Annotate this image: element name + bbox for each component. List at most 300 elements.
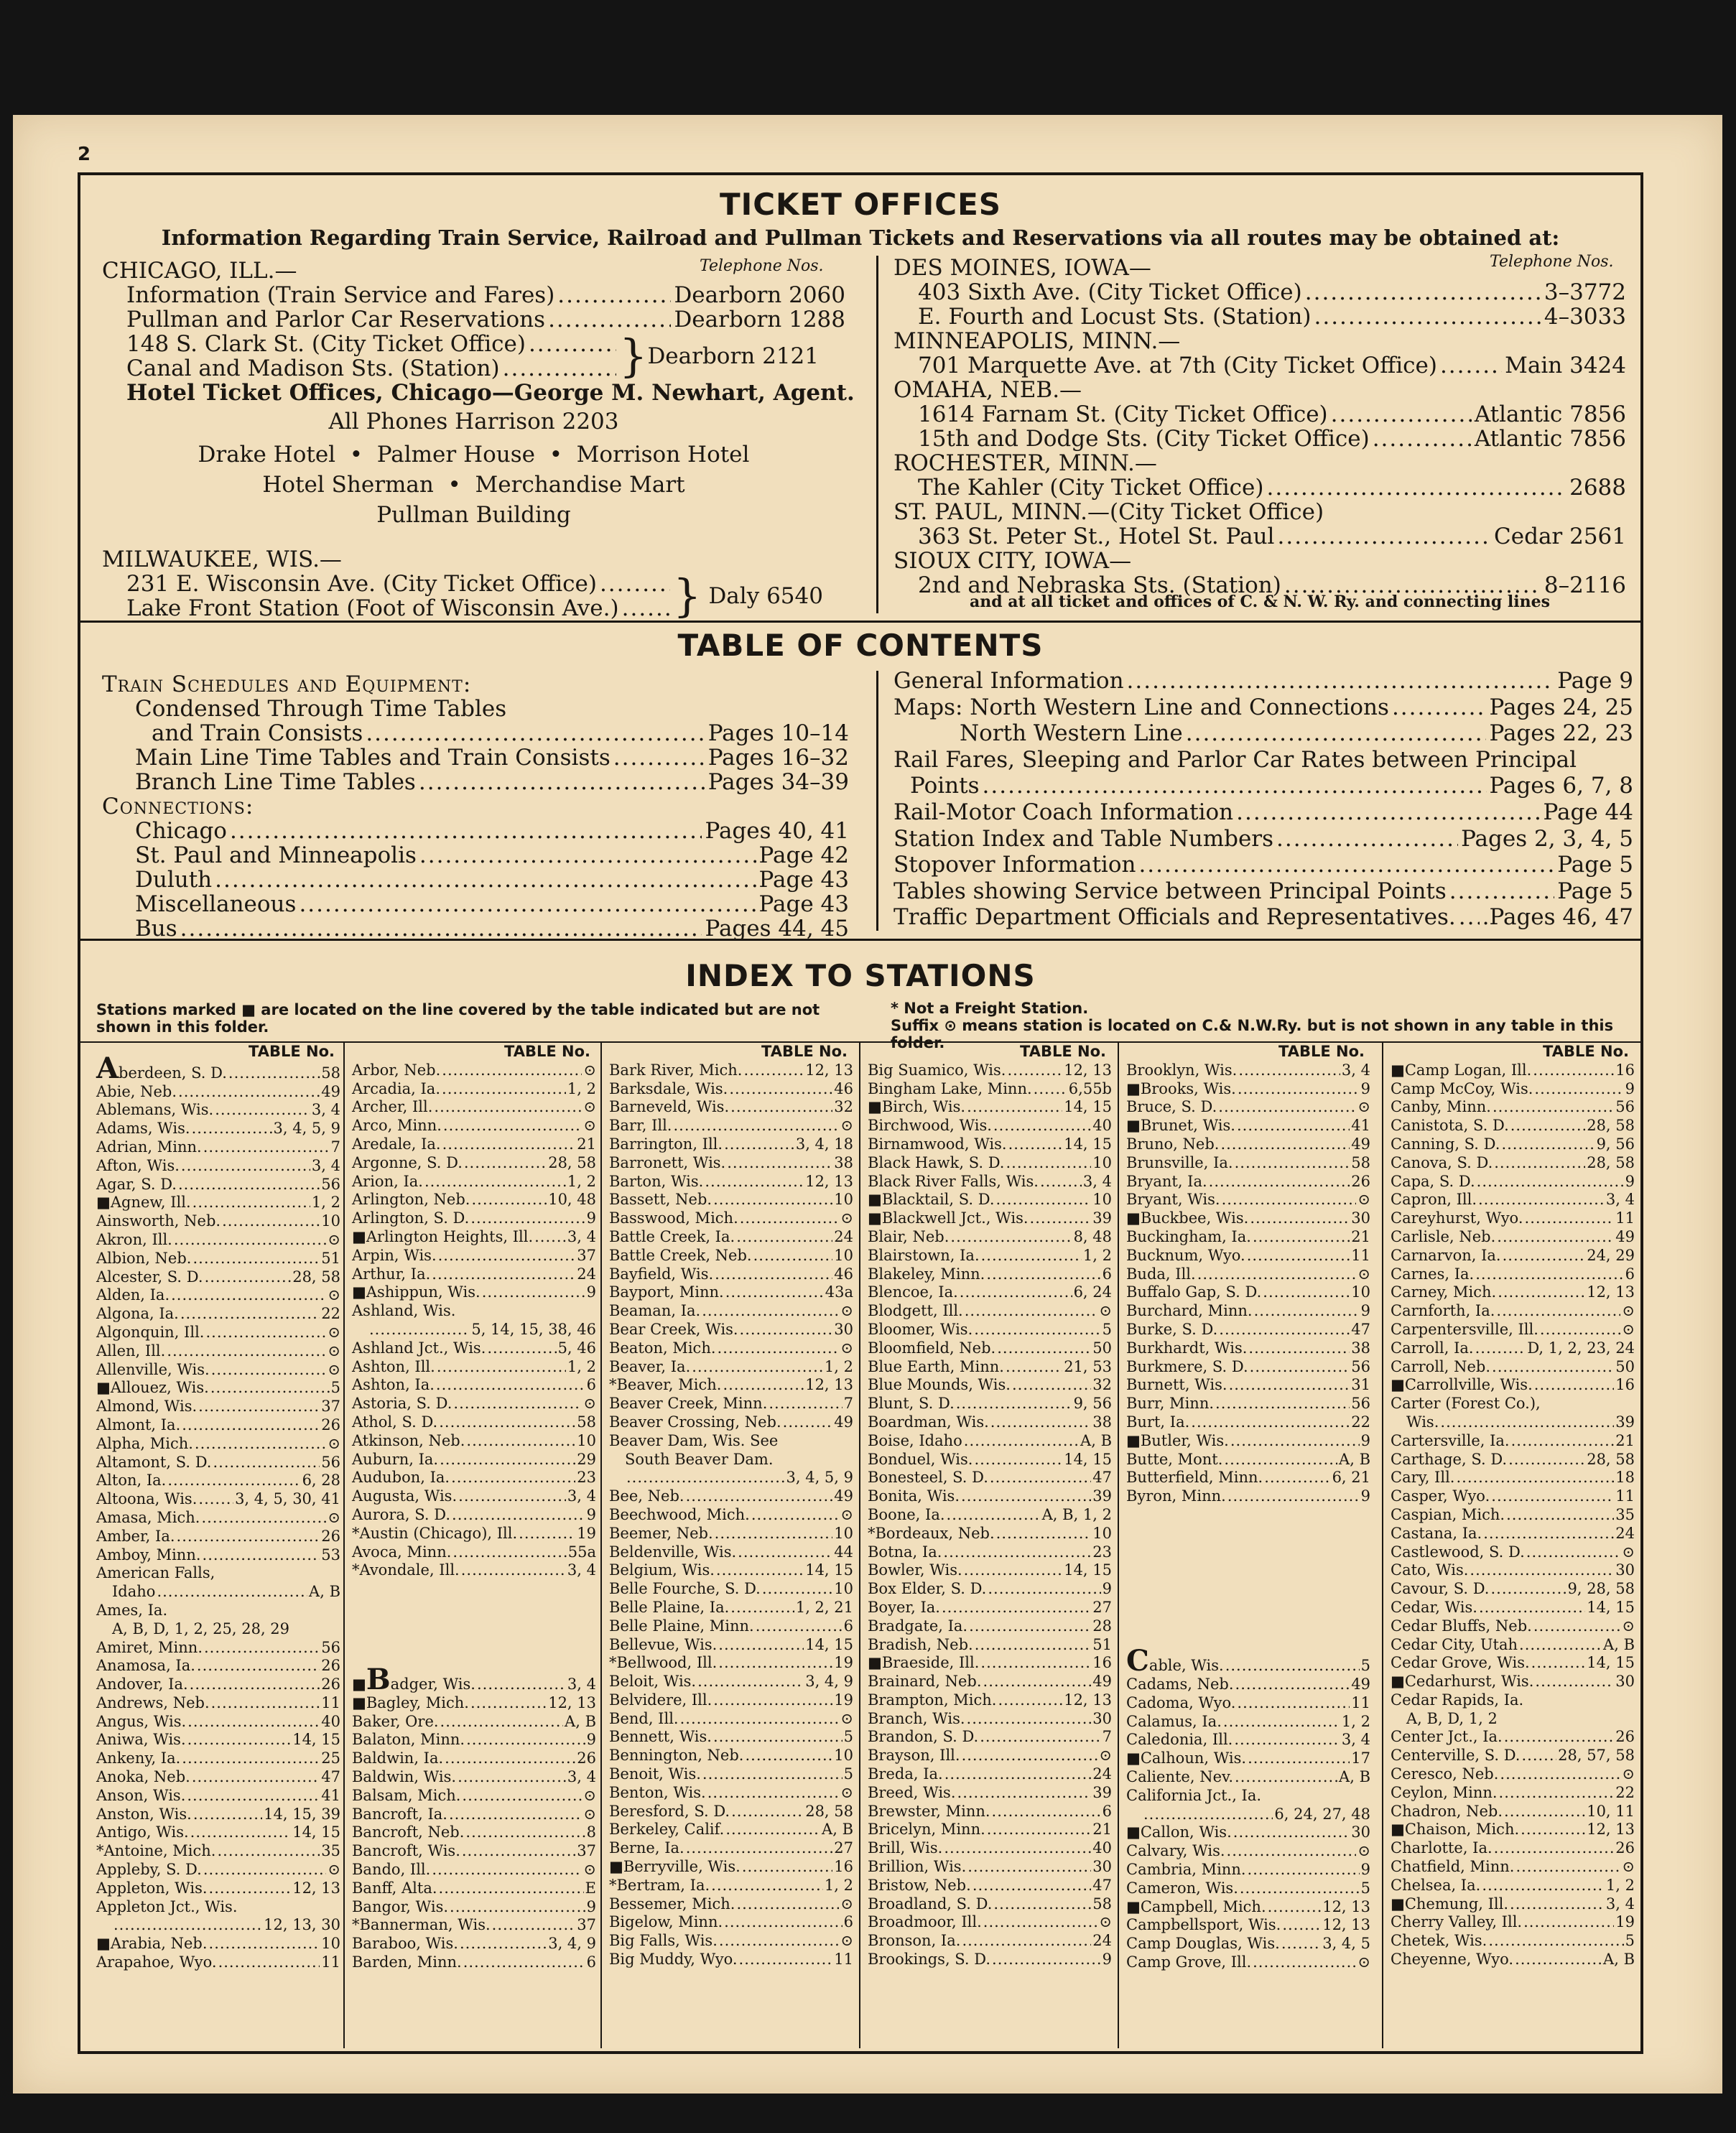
entry-name: 1614 Farnam St. (City Ticket Office) (918, 401, 1328, 427)
table-number: 5, 14, 15, 38, 46 (471, 1320, 596, 1338)
station-name: Cavour, S. D. (1391, 1580, 1490, 1598)
leader-dots (174, 1231, 327, 1250)
station-entry (609, 1821, 853, 1839)
entry-value: Page 44 (1543, 799, 1633, 825)
station-name: Boise, Idaho (868, 1431, 962, 1449)
station-name: ■Chaison, Mich. (1391, 1821, 1520, 1839)
leader-dots (465, 1823, 585, 1842)
leader-dots (1314, 305, 1541, 329)
station-name: Boone, Ia. (868, 1505, 945, 1523)
station-entry (1126, 1953, 1370, 1972)
station-name: Broadland, S. D. (868, 1895, 993, 1913)
station-name: *Bordeaux, Neb. (868, 1524, 995, 1542)
station-name: Blencoe, Ia. (868, 1283, 958, 1301)
leader-dots (487, 1339, 556, 1358)
table-number: 58 (1351, 1153, 1370, 1171)
office-city: SIOUX CITY, IOWA— (893, 548, 1132, 574)
leader-dots (1531, 1654, 1586, 1673)
table-number: 39 (1092, 1487, 1112, 1505)
leader-dots (1007, 1061, 1062, 1080)
leader-dots (218, 1953, 320, 1972)
station-entry (1126, 1749, 1370, 1768)
leader-dots (1494, 1154, 1585, 1173)
leader-dots (993, 1895, 1091, 1914)
station-name: Ashton, Ia. (352, 1376, 435, 1394)
station-name: Beaver Crossing, Neb. (609, 1413, 781, 1431)
table-no-header: TABLE No. (761, 1043, 848, 1060)
leader-dots (1525, 1209, 1615, 1228)
table-number: ⊙ (1622, 1302, 1635, 1320)
leader-dots (718, 1654, 832, 1673)
leader-dots (1521, 1747, 1556, 1765)
leader-dots (980, 1654, 1091, 1673)
spacer (352, 1617, 596, 1636)
station-entry (1126, 1395, 1370, 1413)
leader-dots (1503, 1247, 1586, 1265)
station-entry (96, 1676, 340, 1694)
station-entry (352, 1787, 596, 1806)
station-name: Carthage, S. D. (1391, 1450, 1508, 1468)
leader-dots (1191, 1413, 1350, 1432)
leader-dots (1209, 1173, 1350, 1191)
table-number: A, B (309, 1583, 340, 1601)
table-number: 9 (1102, 1951, 1112, 1969)
table-number: 3, 4 (567, 1227, 596, 1245)
leader-dots (980, 1728, 1100, 1747)
table-number: 50 (1615, 1357, 1635, 1375)
ticket-offices-subtitle: Information Regarding Train Service, Railroad and Pullman Tickets and Reservations via all routes may be obtained at: (161, 226, 1560, 250)
table-number: ⊙ (583, 1805, 596, 1823)
leader-dots (1186, 720, 1487, 747)
leader-dots (1034, 1080, 1067, 1099)
table-number: 29 (577, 1450, 596, 1468)
station-name: Boardman, Wis. (868, 1413, 989, 1431)
table-number: 12, 13 (548, 1693, 596, 1711)
leader-dots (967, 1098, 1062, 1117)
station-entry: Appleton Jct., Wis. (96, 1897, 238, 1915)
leader-dots (1008, 1135, 1063, 1154)
station-entry (352, 1749, 596, 1768)
table-number: 37 (577, 1842, 596, 1860)
station-entry (868, 1599, 1112, 1617)
leader-dots (1497, 1228, 1614, 1247)
station-entry (609, 1617, 853, 1636)
station-name: Cartersville, Ia. (1391, 1431, 1510, 1449)
other-city-offices (893, 256, 1626, 598)
station-entry (609, 1728, 853, 1747)
table-number: 25 (321, 1749, 340, 1767)
station-entry (609, 1302, 853, 1321)
table-number: ⊙ (328, 1286, 340, 1304)
table-number: 10, 11 (1587, 1802, 1635, 1820)
table-number: 3, 4, 9 (548, 1935, 596, 1953)
table-number: 38 (1351, 1339, 1370, 1357)
leader-dots (438, 1247, 576, 1265)
leader-dots (983, 773, 1487, 799)
station-name: Brillion, Wis. (868, 1858, 967, 1876)
station-name: Adams, Wis. (96, 1120, 190, 1138)
station-name: Big Muddy, Wyo. (609, 1951, 738, 1969)
station-name: ■Calhoun, Wis. (1126, 1749, 1247, 1767)
table-number: 47 (1092, 1876, 1112, 1894)
station-name: Amasa, Mich. (96, 1508, 200, 1526)
leader-dots (453, 1395, 582, 1413)
station-entry (1126, 1916, 1370, 1935)
table-number: 27 (1092, 1598, 1112, 1616)
table-number: 10 (1092, 1524, 1112, 1542)
table-number: 55a (567, 1543, 596, 1561)
leader-dots (434, 1098, 582, 1117)
station-entry (96, 1231, 340, 1250)
station-name: Barneveld, Wis. (609, 1098, 730, 1116)
entry-name: The Kahler (City Ticket Office) (918, 475, 1264, 501)
station-entry (1126, 1644, 1370, 1678)
leader-dots (178, 1176, 320, 1194)
column-divider (1118, 1043, 1119, 2048)
station-entry (96, 1528, 340, 1546)
leader-dots (1220, 1135, 1350, 1154)
station-name: Bee, Neb. (609, 1487, 684, 1505)
station-name: Baldwin, Wis. (352, 1768, 457, 1786)
table-number: 5, 46 (557, 1339, 596, 1357)
leader-dots (1237, 1694, 1350, 1713)
leader-dots (432, 1861, 582, 1879)
table-number: 10 (577, 1431, 596, 1449)
station-name: ■Bagley, Mich. (352, 1693, 469, 1711)
table-number: 12, 13 (1587, 1283, 1635, 1301)
station-name: Bancroft, Ia. (352, 1805, 447, 1823)
leader-dots (458, 1487, 566, 1506)
station-name: Wis. (1406, 1413, 1439, 1431)
station-entry (868, 1395, 1112, 1413)
table-number: 14, 15 (1064, 1098, 1112, 1116)
station-entry (609, 1673, 853, 1691)
leader-dots (187, 1787, 320, 1806)
station-name: Arpin, Wis. (352, 1246, 437, 1264)
station-name: Blair, Neb. (868, 1227, 950, 1245)
station-entry (352, 1525, 596, 1543)
leader-dots (211, 1694, 320, 1713)
leader-dots (974, 1321, 1100, 1339)
table-number: 9 (1102, 1580, 1112, 1598)
station-name: Centerville, S. D. (1391, 1747, 1521, 1765)
entry-name: Points (910, 773, 980, 799)
station-entry (352, 1823, 596, 1842)
station-entry (1126, 1098, 1370, 1117)
table-number: 22 (1615, 1783, 1635, 1801)
station-entry (1391, 1673, 1635, 1691)
station-entry (352, 1935, 596, 1953)
table-number: 9 (586, 1731, 596, 1749)
station-entry (352, 1395, 596, 1413)
leader-dots (1523, 1913, 1614, 1932)
leader-dots (201, 1509, 326, 1528)
leader-dots (419, 843, 756, 868)
leader-dots (1521, 1821, 1585, 1839)
table-number: 28 (1092, 1617, 1112, 1635)
station-entry (868, 1839, 1112, 1858)
station-name: Chatfield, Minn. (1391, 1858, 1515, 1876)
contents-title: TABLE OF CONTENTS (677, 628, 1044, 663)
contents-entry (893, 852, 1633, 878)
station-name: Altoona, Wis. (96, 1490, 198, 1508)
leader-dots (437, 1358, 566, 1377)
station-entry (1391, 1525, 1635, 1543)
station-entry (1391, 1302, 1635, 1321)
table-number: 12, 13 (1587, 1821, 1635, 1839)
station-name: ■Buckbee, Wis. (1126, 1209, 1249, 1227)
station-entry (96, 1657, 340, 1676)
table-number: 35 (321, 1842, 340, 1860)
leader-dots (1247, 1247, 1350, 1265)
station-entry (352, 1506, 596, 1525)
station-name: Castana, Ia. (1391, 1524, 1482, 1542)
leader-dots (1534, 1080, 1623, 1099)
table-number: ⊙ (840, 1117, 853, 1135)
table-number: 9 (586, 1505, 596, 1523)
station-name: Campbellsport, Wis. (1126, 1916, 1281, 1934)
station-name: Cedar Grove, Wis. (1391, 1654, 1530, 1672)
station-entry (868, 1803, 1112, 1821)
station-entry (868, 1321, 1112, 1339)
entry-name: 15th and Dodge Sts. (City Ticket Office) (918, 426, 1370, 452)
leader-dots (944, 1765, 1092, 1784)
table-number: ⊙ (583, 1861, 596, 1879)
table-number: 26 (321, 1416, 340, 1433)
office-city: ROCHESTER, MINN.— (893, 450, 1157, 476)
station-entry (96, 1583, 340, 1602)
station-name: Butterfield, Minn. (1126, 1469, 1263, 1487)
table-number: ⊙ (1357, 1265, 1370, 1283)
leader-dots (986, 1265, 1100, 1284)
table-number: 12, 13 (1064, 1691, 1112, 1709)
station-name: Carnarvon, Ia. (1391, 1246, 1501, 1264)
station-entry (1126, 1376, 1370, 1395)
entry-value: Page 5 (1557, 852, 1633, 878)
station-entry (609, 1561, 853, 1580)
chicago-offices (102, 258, 855, 528)
office-city: ST. PAUL, MINN.—(City Ticket Office) (893, 499, 1324, 525)
station-name: Bradgate, Ia. (868, 1617, 968, 1635)
telephone-header-right: Telephone Nos. (1490, 253, 1614, 271)
station-entry (868, 1247, 1112, 1265)
table-number: 49 (1615, 1227, 1635, 1245)
table-number: 37 (577, 1916, 596, 1934)
table-number: ⊙ (1622, 1765, 1635, 1783)
station-name: Andover, Ia. (96, 1676, 188, 1693)
leader-dots (947, 1506, 1041, 1525)
leader-dots (1498, 1283, 1585, 1302)
table-number: 30 (1615, 1673, 1635, 1691)
milwaukee-phone: Daly 6540 (708, 583, 823, 609)
table-number: 3, 4, 9 (805, 1673, 853, 1691)
table-number: 10 (321, 1935, 340, 1953)
spacer (352, 1599, 596, 1617)
column-divider (876, 671, 878, 931)
section-initial: C (1126, 1644, 1149, 1678)
leader-dots (1392, 694, 1487, 721)
station-name: Beaman, Ia. (609, 1302, 701, 1320)
table-number: A, B (1339, 1768, 1370, 1786)
station-name: Camp McCoy, Wis. (1391, 1079, 1533, 1097)
leader-dots (993, 1117, 1091, 1135)
station-entry (1391, 1932, 1635, 1951)
entry-value: 3–3772 (1544, 279, 1626, 305)
station-name: Broadmoor, Ill. (868, 1913, 982, 1931)
leader-dots (228, 1064, 315, 1083)
index-note-marked: Stations marked ■ are located on the line covered by the table indicated but are not shown in this folder. (96, 1001, 820, 1036)
station-entry (609, 1765, 853, 1784)
leader-dots (1478, 1191, 1605, 1209)
leader-dots (740, 1321, 833, 1339)
station-entry (609, 1098, 853, 1117)
station-entry (1126, 1228, 1370, 1247)
station-entry (1391, 1839, 1635, 1858)
station-name: Benton, Wis. (609, 1783, 706, 1801)
table-number: 12, 13 (1322, 1916, 1370, 1934)
station-entry (868, 1654, 1112, 1673)
leader-dots (713, 1728, 843, 1747)
leader-dots (213, 1454, 320, 1472)
station-entry: Ames, Ia. (96, 1601, 168, 1619)
table-number: 5 (843, 1765, 853, 1783)
table-number: 30 (834, 1320, 853, 1338)
station-name: Arapahoe, Wyo. (96, 1953, 217, 1971)
station-name: Brampton, Mich. (868, 1691, 997, 1709)
station-entry (96, 1101, 340, 1120)
spacer (1126, 1543, 1370, 1562)
leader-dots (419, 770, 705, 794)
station-name: Ainsworth, Neb. (96, 1212, 221, 1230)
table-number: ⊙ (840, 1932, 853, 1950)
station-name: Bear Creek, Wis. (609, 1320, 738, 1338)
table-number: A, B (1603, 1951, 1635, 1969)
leader-dots (1234, 1731, 1340, 1749)
station-name: Bloomer, Wis. (868, 1320, 973, 1338)
table-number: .58 (316, 1064, 340, 1082)
station-name: *Bellwood, Ill. (609, 1654, 718, 1672)
table-number: 14, 15, 39 (264, 1805, 340, 1823)
station-name: Burchard, Minn. (1126, 1302, 1253, 1320)
leader-dots (969, 1617, 1091, 1636)
station-entry (96, 1806, 340, 1824)
station-name: ■Berryville, Wis. (609, 1858, 741, 1876)
station-entry (609, 1877, 853, 1895)
table-number: 24 (834, 1227, 853, 1245)
station-entry (1126, 1432, 1370, 1451)
station-name: Bend, Ill. (609, 1709, 679, 1727)
leader-dots (1253, 1953, 1356, 1972)
station-entry (609, 1913, 853, 1932)
table-number: 24 (1615, 1524, 1635, 1542)
leader-dots (692, 1358, 823, 1377)
station-entry (96, 1120, 340, 1138)
table-number: 5 (843, 1728, 853, 1746)
table-number: 38 (1092, 1413, 1112, 1431)
station-name: Botna, Ia. (868, 1543, 942, 1561)
station-name: Barrington, Ill. (609, 1135, 723, 1153)
station-entry (352, 1247, 596, 1265)
station-name: Almond, Wis. (96, 1398, 198, 1416)
table-no-header: TABLE No. (1020, 1043, 1106, 1060)
entry-name: E. Fourth and Locust Sts. (Station) (918, 304, 1312, 330)
station-entry (868, 1765, 1112, 1784)
station-name: Barr, Ill. (609, 1117, 672, 1135)
table-number: 10 (834, 1246, 853, 1264)
station-entry (1391, 1784, 1635, 1803)
leader-dots (962, 1747, 1098, 1765)
leader-dots (973, 1877, 1091, 1895)
station-name: ■Birch, Wis. (868, 1098, 966, 1116)
station-entry (1391, 1061, 1635, 1080)
entry-name: 363 St. Peter St., Hotel St. Paul (918, 524, 1275, 549)
station-entry (352, 1228, 596, 1247)
station-entry (609, 1506, 853, 1525)
leader-dots (187, 1731, 292, 1749)
leader-dots (177, 1528, 320, 1546)
station-name: Casper, Wyo. (1391, 1487, 1490, 1505)
entry-name: Branch Line Time Tables (135, 769, 416, 795)
table-number: 12, 13 (805, 1061, 853, 1079)
station-entry (1126, 1469, 1370, 1487)
page-number: 2 (78, 144, 91, 165)
table-number: 5 (1102, 1320, 1112, 1338)
station-name: Cedar, Wis. (1391, 1598, 1477, 1616)
leader-dots (1493, 1098, 1614, 1117)
contents-entry (102, 721, 849, 745)
station-entry (96, 1250, 340, 1268)
station-name: Brill, Wis. (868, 1839, 943, 1857)
station-entry (868, 1728, 1112, 1747)
leader-dots (725, 1821, 820, 1839)
station-entry (96, 1286, 340, 1305)
table-number: 30 (1092, 1858, 1112, 1876)
station-entry (1126, 1265, 1370, 1284)
station-entry (1126, 1173, 1370, 1191)
leader-dots (751, 1506, 840, 1525)
station-entry (609, 1747, 853, 1765)
leader-dots (1248, 1339, 1350, 1358)
station-name: Beaver Creek, Minn. (609, 1395, 768, 1413)
leader-dots (1006, 1358, 1062, 1377)
table-number: ⊙ (1622, 1320, 1635, 1338)
station-entry (96, 1490, 340, 1509)
contents-entry (102, 868, 849, 892)
table-number: 1, 2 (824, 1876, 853, 1894)
table-number: 14, 15 (292, 1823, 340, 1841)
leader-dots (167, 1342, 326, 1361)
leader-dots (458, 1768, 566, 1787)
spacer (1126, 1506, 1370, 1525)
contents-right (893, 668, 1633, 931)
table-number: 32 (1092, 1376, 1112, 1394)
station-name: Blakeley, Minn. (868, 1265, 985, 1283)
station-name: Astoria, S. D. (352, 1395, 452, 1413)
station-name: Canova, S. D. (1391, 1153, 1493, 1171)
station-entry (96, 1212, 340, 1231)
leader-dots (1449, 878, 1554, 905)
station-name: Arthur, Ia. (352, 1265, 431, 1283)
station-entry (1391, 1487, 1635, 1506)
table-number: 39 (1092, 1209, 1112, 1227)
station-entry (868, 1636, 1112, 1655)
entry-value: Page 9 (1557, 668, 1633, 694)
hotels-line-1: Drake Hotel • Palmer House • Morrison Hotel (198, 442, 750, 468)
leader-dots (1276, 826, 1458, 852)
station-entry (609, 1413, 853, 1432)
leader-dots (1236, 799, 1540, 826)
entry-name: 701 Marquette Ave. at 7th (City Ticket Office) (918, 353, 1437, 378)
